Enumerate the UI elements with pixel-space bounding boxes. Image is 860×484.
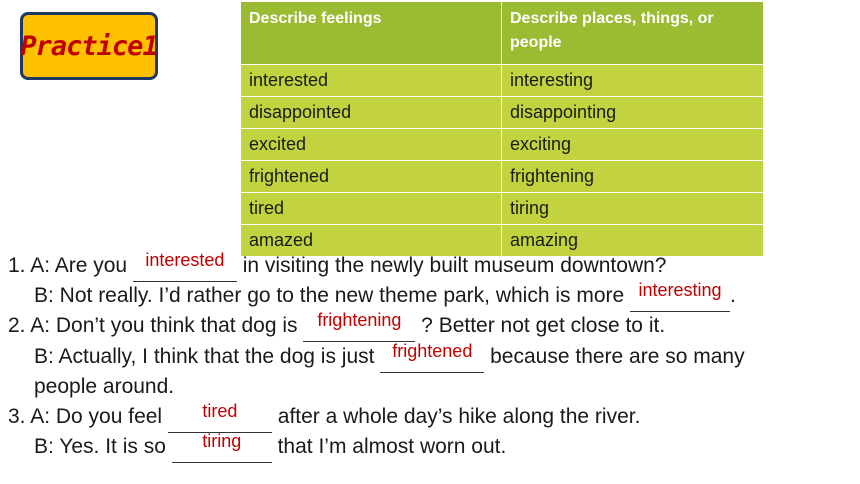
sentence-text: B: Actually, I think that the dog is just: [34, 344, 381, 368]
table-cell: interesting: [502, 65, 764, 97]
table-cell: tired: [241, 193, 502, 225]
table-cell: amazing: [502, 225, 764, 257]
exercise-text: [8, 251, 853, 462]
table-header-row: [241, 2, 764, 65]
table-row: [241, 97, 764, 129]
header-places-things: Describe places, things, or people: [502, 2, 764, 65]
answer-text: tiring: [202, 431, 242, 452]
question-2b-continued: [8, 372, 853, 402]
answer-text: interested: [145, 250, 225, 270]
adjective-table: [240, 1, 764, 257]
answer-text: tired: [202, 400, 238, 421]
table-cell: exciting: [502, 129, 764, 161]
sentence-text: in visiting the newly built museum downtown?: [236, 254, 667, 277]
practice-title: Practice1: [20, 30, 158, 62]
answer-text: frightened: [392, 340, 473, 361]
answer-blank: [380, 340, 484, 373]
sentence-text: 2. A: Don’t you think that dog is: [8, 314, 304, 338]
sentence-text: B: Not really. I’d rather go to the new theme park, which is more: [34, 284, 631, 308]
table-cell: interested: [241, 65, 502, 97]
table-cell: tiring: [502, 193, 764, 225]
practice-badge: [20, 12, 158, 80]
table-cell: frightened: [241, 161, 502, 193]
answer-blank: [133, 250, 237, 282]
table-cell: amazed: [241, 225, 502, 257]
table-cell: disappointed: [241, 97, 502, 129]
answer-blank: [303, 310, 415, 342]
sentence-text: after a whole day’s hike along the river.: [271, 404, 641, 428]
sentence-text: that I’m almost worn out.: [271, 435, 507, 459]
answer-blank: [630, 280, 730, 312]
header-feelings: Describe feelings: [241, 2, 502, 65]
sentence-text: 3. A: Do you feel: [8, 404, 168, 428]
answer-blank: [168, 400, 272, 433]
sentence-text: because there are so many: [484, 344, 745, 368]
table-row: [241, 193, 764, 225]
table-row: [241, 65, 764, 97]
table-row: [241, 161, 764, 193]
table-cell: frightening: [502, 161, 764, 193]
answer-text: frightening: [317, 310, 402, 331]
sentence-text: B: Yes. It is so: [34, 435, 172, 459]
sentence-text: people around.: [34, 374, 175, 398]
table-cell: excited: [241, 129, 502, 161]
table-cell: disappointing: [502, 97, 764, 129]
question-2a: [8, 311, 853, 341]
sentence-text: 1. A: Are you: [8, 254, 133, 277]
table-row: [241, 129, 764, 161]
question-1b: [8, 281, 853, 311]
question-1a: [8, 251, 853, 281]
question-2b: [8, 342, 853, 372]
question-3a: [8, 402, 853, 432]
sentence-text: ? Better not get close to it.: [415, 314, 666, 338]
answer-blank: [172, 431, 272, 463]
sentence-text: .: [730, 284, 736, 308]
answer-text: interesting: [638, 280, 722, 301]
question-3b: [8, 432, 853, 462]
